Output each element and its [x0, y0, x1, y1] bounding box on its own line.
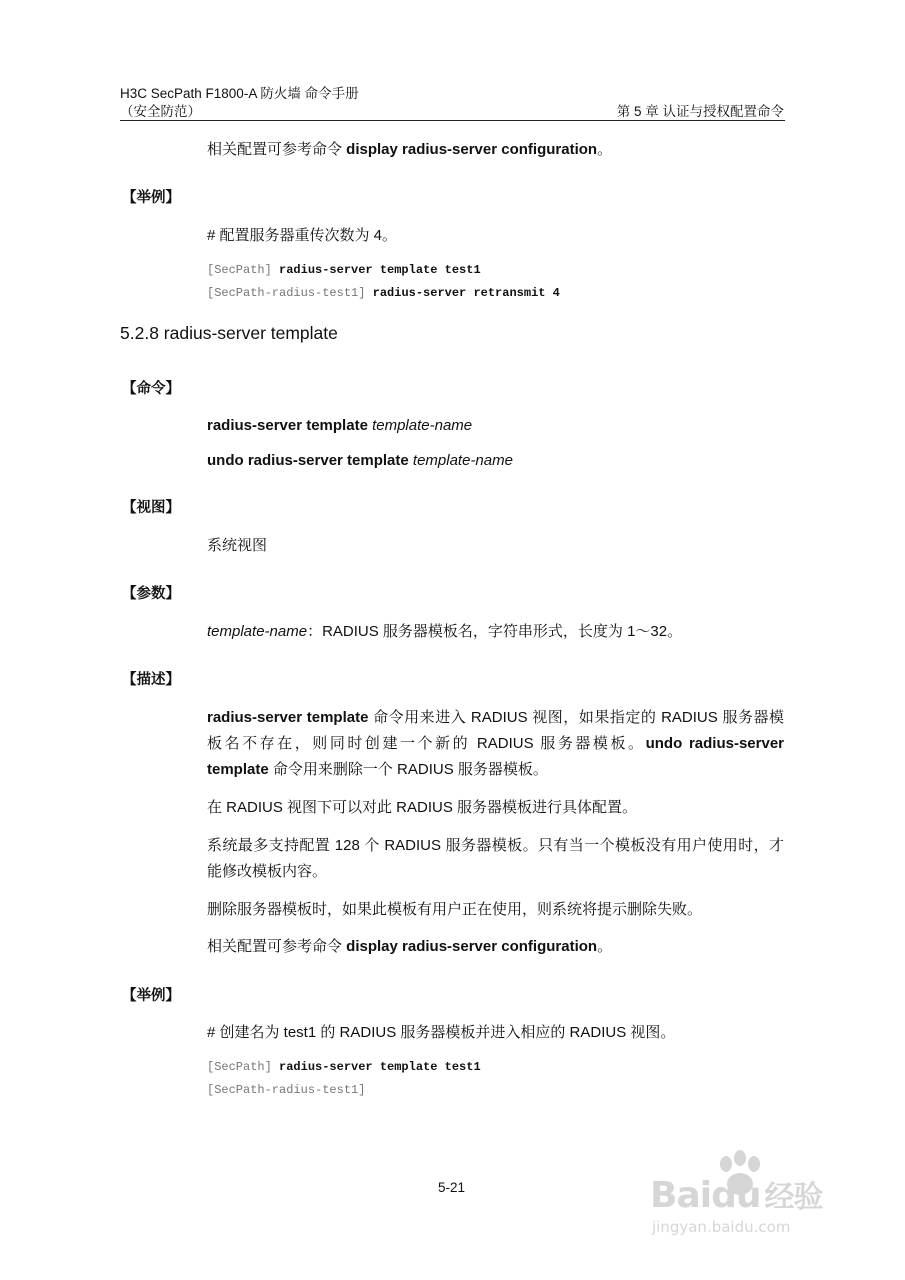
params-label: 【参数】 — [122, 586, 180, 602]
code-line-1 — [207, 1059, 481, 1075]
view-label: 【视图】 — [122, 500, 180, 516]
description-paragraph-1 — [207, 705, 784, 783]
view-text: 系统视图 — [207, 537, 268, 554]
command-label: 【命令】 — [122, 381, 180, 397]
watermark-brand — [650, 1172, 822, 1216]
related-command: display radius-server configuration — [346, 938, 598, 955]
header-chapter: 第 5 章 认证与授权配置命令 — [616, 104, 784, 119]
code-prompt: [SecPath] — [207, 1060, 280, 1074]
code-line-2 — [207, 1082, 365, 1098]
description-label: 【描述】 — [122, 672, 180, 688]
watermark-brand-b: du — [711, 1175, 761, 1216]
command-argument: template-name — [412, 452, 513, 469]
watermark-brand-cn: 经验 — [764, 1180, 823, 1215]
header-title: H3C SecPath F1800-A 防火墙 命令手册 — [120, 86, 359, 101]
description-paragraph-4: 删除服务器模板时，如果此模板有用户正在使用，则系统将提示删除失败。 — [207, 901, 703, 918]
param-description: ：RADIUS 服务器模板名，字符串形式，长度为 1～32。 — [307, 623, 683, 640]
watermark-url: jingyan.baidu.com — [652, 1218, 791, 1236]
section-title: 5.2.8 radius-server template — [120, 323, 338, 343]
related-suffix: 。 — [597, 141, 613, 158]
related-suffix: 。 — [597, 938, 613, 955]
header-subtitle: （安全防范） — [120, 104, 201, 119]
related-command: display radius-server configuration — [346, 141, 598, 158]
prev-example-label: 【举例】 — [122, 190, 180, 206]
code-command: radius-server template test1 — [279, 1060, 481, 1074]
command-line-2 — [207, 449, 513, 473]
description-paragraph-2: 在 RADIUS 视图下可以对此 RADIUS 服务器模板进行具体配置。 — [207, 799, 638, 816]
example-comment: # 创建名为 test1 的 RADIUS 服务器模板并进入相应的 RADIUS 视图。 — [207, 1024, 676, 1041]
prev-related-line — [207, 138, 612, 162]
related-line — [207, 935, 612, 959]
description-paragraph-3: 系统最多支持配置 128 个 RADIUS 服务器模板。只有当一个模板没有用户使用时，才能修改模板内容。 — [207, 837, 784, 880]
related-prefix: 相关配置可参考命令 — [207, 938, 347, 955]
prev-example-comment: # 配置服务器重传次数为 4。 — [207, 227, 398, 244]
example-label: 【举例】 — [122, 988, 180, 1004]
watermark — [650, 1150, 850, 1240]
param-name: template-name — [207, 623, 308, 640]
watermark-brand-a: Bai — [650, 1175, 712, 1216]
param-line — [207, 620, 682, 644]
code-prompt: [SecPath] — [207, 263, 280, 277]
page-number: 5-21 — [438, 1180, 466, 1195]
command-keyword: radius-server template — [207, 417, 373, 434]
related-prefix: 相关配置可参考命令 — [207, 141, 347, 158]
prev-code-line-1 — [207, 262, 481, 278]
header-rule — [120, 120, 785, 121]
code-prompt: [SecPath-radius-test1] — [207, 286, 373, 300]
code-prompt: [SecPath-radius-test1] — [207, 1083, 366, 1097]
prev-code-line-2 — [207, 285, 560, 301]
desc-text: 命令用来进入 RADIUS 视图，如果指定的 RADIUS 服务器模板名不存在，则同时创建一个新的 RADIUS 服务器模板。 — [207, 709, 785, 752]
command-line-1 — [207, 414, 472, 438]
desc-undo-command: undo radius-server template — [207, 735, 784, 778]
desc-text: 命令用来删除一个 RADIUS 服务器模板。 — [268, 761, 548, 778]
command-argument: template-name — [372, 417, 473, 434]
code-command: radius-server retransmit 4 — [372, 286, 560, 300]
desc-command: radius-server template — [207, 709, 369, 726]
command-keyword: undo radius-server template — [207, 452, 413, 469]
code-command: radius-server template test1 — [279, 263, 481, 277]
